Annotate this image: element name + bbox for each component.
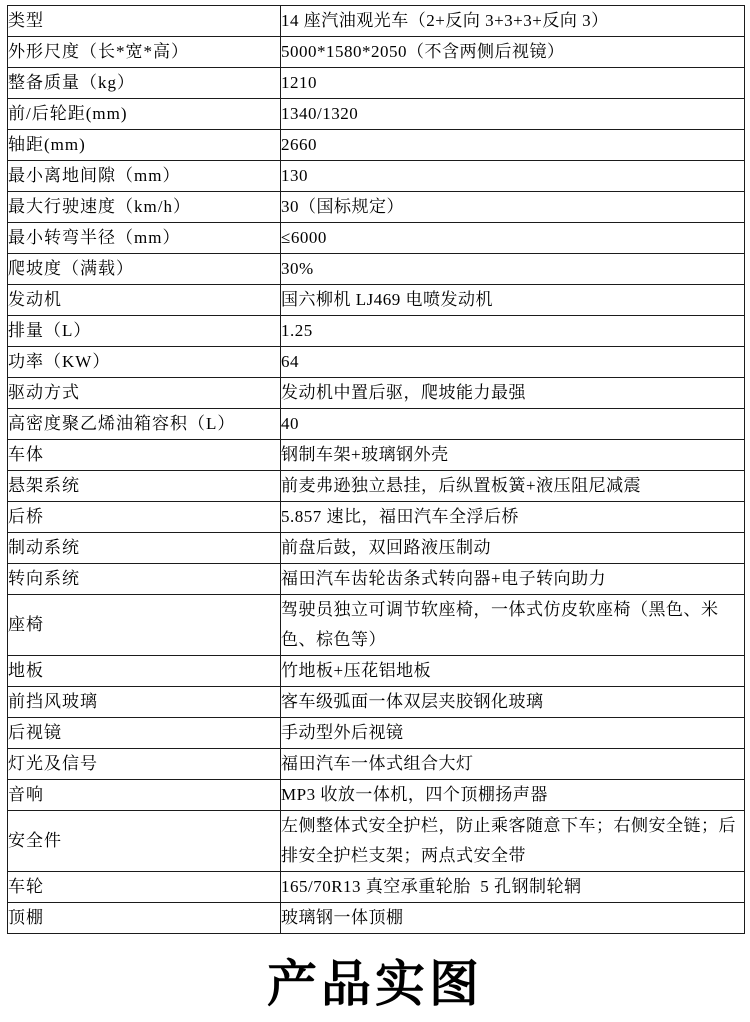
table-row bbox=[8, 595, 745, 656]
spec-label: 制动系统 bbox=[8, 533, 281, 564]
spec-label: 轴距(mm) bbox=[8, 130, 281, 161]
table-row bbox=[8, 471, 745, 502]
table-row bbox=[8, 347, 745, 378]
spec-value: 130 bbox=[281, 161, 745, 192]
table-row bbox=[8, 223, 745, 254]
spec-value: 14 座汽油观光车（2+反向 3+3+3+反向 3） bbox=[281, 6, 745, 37]
table-row bbox=[8, 718, 745, 749]
spec-value: 30（国标规定） bbox=[281, 192, 745, 223]
spec-value: 1210 bbox=[281, 68, 745, 99]
spec-label: 发动机 bbox=[8, 285, 281, 316]
spec-label: 整备质量（kg） bbox=[8, 68, 281, 99]
spec-value: 左侧整体式安全护栏，防止乘客随意下车；右侧安全链；后排安全护栏支架；两点式安全带 bbox=[281, 811, 745, 872]
spec-value: 手动型外后视镜 bbox=[281, 718, 745, 749]
spec-value: 驾驶员独立可调节软座椅，一体式仿皮软座椅（黑色、米色、棕色等） bbox=[281, 595, 745, 656]
spec-label: 爬坡度（满载） bbox=[8, 254, 281, 285]
spec-value: 客车级弧面一体双层夹胶钢化玻璃 bbox=[281, 687, 745, 718]
spec-label: 安全件 bbox=[8, 811, 281, 872]
spec-value: 2660 bbox=[281, 130, 745, 161]
spec-label: 后桥 bbox=[8, 502, 281, 533]
spec-label: 前/后轮距(mm) bbox=[8, 99, 281, 130]
spec-label: 驱动方式 bbox=[8, 378, 281, 409]
table-row bbox=[8, 254, 745, 285]
table-row bbox=[8, 99, 745, 130]
spec-label: 高密度聚乙烯油箱容积（L） bbox=[8, 409, 281, 440]
spec-value: 竹地板+压花铝地板 bbox=[281, 656, 745, 687]
table-row bbox=[8, 161, 745, 192]
spec-label: 车体 bbox=[8, 440, 281, 471]
spec-value: 国六柳机 LJ469 电喷发动机 bbox=[281, 285, 745, 316]
spec-label: 座椅 bbox=[8, 595, 281, 656]
spec-value: 1.25 bbox=[281, 316, 745, 347]
table-row bbox=[8, 780, 745, 811]
spec-value: 1340/1320 bbox=[281, 99, 745, 130]
table-row bbox=[8, 656, 745, 687]
table-row bbox=[8, 378, 745, 409]
spec-label: 音响 bbox=[8, 780, 281, 811]
spec-label: 类型 bbox=[8, 6, 281, 37]
spec-value: ≤6000 bbox=[281, 223, 745, 254]
spec-value: 5000*1580*2050（不含两侧后视镜） bbox=[281, 37, 745, 68]
table-row bbox=[8, 811, 745, 872]
spec-label: 最大行驶速度（km/h） bbox=[8, 192, 281, 223]
table-row bbox=[8, 903, 745, 934]
spec-value: 40 bbox=[281, 409, 745, 440]
table-row bbox=[8, 37, 745, 68]
spec-label: 灯光及信号 bbox=[8, 749, 281, 780]
spec-label: 地板 bbox=[8, 656, 281, 687]
table-row bbox=[8, 440, 745, 471]
spec-value: 前麦弗逊独立悬挂，后纵置板簧+液压阻尼减震 bbox=[281, 471, 745, 502]
spec-label: 前挡风玻璃 bbox=[8, 687, 281, 718]
table-row bbox=[8, 564, 745, 595]
table-row bbox=[8, 6, 745, 37]
table-row bbox=[8, 409, 745, 440]
table-row bbox=[8, 502, 745, 533]
spec-value: 发动机中置后驱，爬坡能力最强 bbox=[281, 378, 745, 409]
spec-value: 64 bbox=[281, 347, 745, 378]
spec-value: 钢制车架+玻璃钢外壳 bbox=[281, 440, 745, 471]
table-row bbox=[8, 533, 745, 564]
spec-value: 福田汽车一体式组合大灯 bbox=[281, 749, 745, 780]
spec-value: 玻璃钢一体顶棚 bbox=[281, 903, 745, 934]
spec-label: 后视镜 bbox=[8, 718, 281, 749]
spec-table bbox=[7, 5, 745, 934]
spec-label: 最小离地间隙（mm） bbox=[8, 161, 281, 192]
table-row bbox=[8, 68, 745, 99]
spec-value: 165/70R13 真空承重轮胎 5 孔钢制轮辋 bbox=[281, 872, 745, 903]
table-row bbox=[8, 316, 745, 347]
spec-label: 最小转弯半径（mm） bbox=[8, 223, 281, 254]
spec-label: 转向系统 bbox=[8, 564, 281, 595]
spec-value: 30% bbox=[281, 254, 745, 285]
table-row bbox=[8, 285, 745, 316]
spec-value: 前盘后鼓，双回路液压制动 bbox=[281, 533, 745, 564]
table-row bbox=[8, 872, 745, 903]
table-row bbox=[8, 192, 745, 223]
spec-label: 悬架系统 bbox=[8, 471, 281, 502]
table-row bbox=[8, 687, 745, 718]
section-title-product-photos: 产品实图 bbox=[267, 955, 483, 1013]
spec-value: 5.857 速比，福田汽车全浮后桥 bbox=[281, 502, 745, 533]
spec-label: 顶棚 bbox=[8, 903, 281, 934]
spec-label: 排量（L） bbox=[8, 316, 281, 347]
spec-value: MP3 收放一体机，四个顶棚扬声器 bbox=[281, 780, 745, 811]
spec-table-body bbox=[8, 6, 745, 934]
spec-value: 福田汽车齿轮齿条式转向器+电子转向助力 bbox=[281, 564, 745, 595]
spec-label: 外形尺度（长*宽*高） bbox=[8, 37, 281, 68]
spec-label: 车轮 bbox=[8, 872, 281, 903]
table-row bbox=[8, 130, 745, 161]
table-row bbox=[8, 749, 745, 780]
spec-label: 功率（KW） bbox=[8, 347, 281, 378]
